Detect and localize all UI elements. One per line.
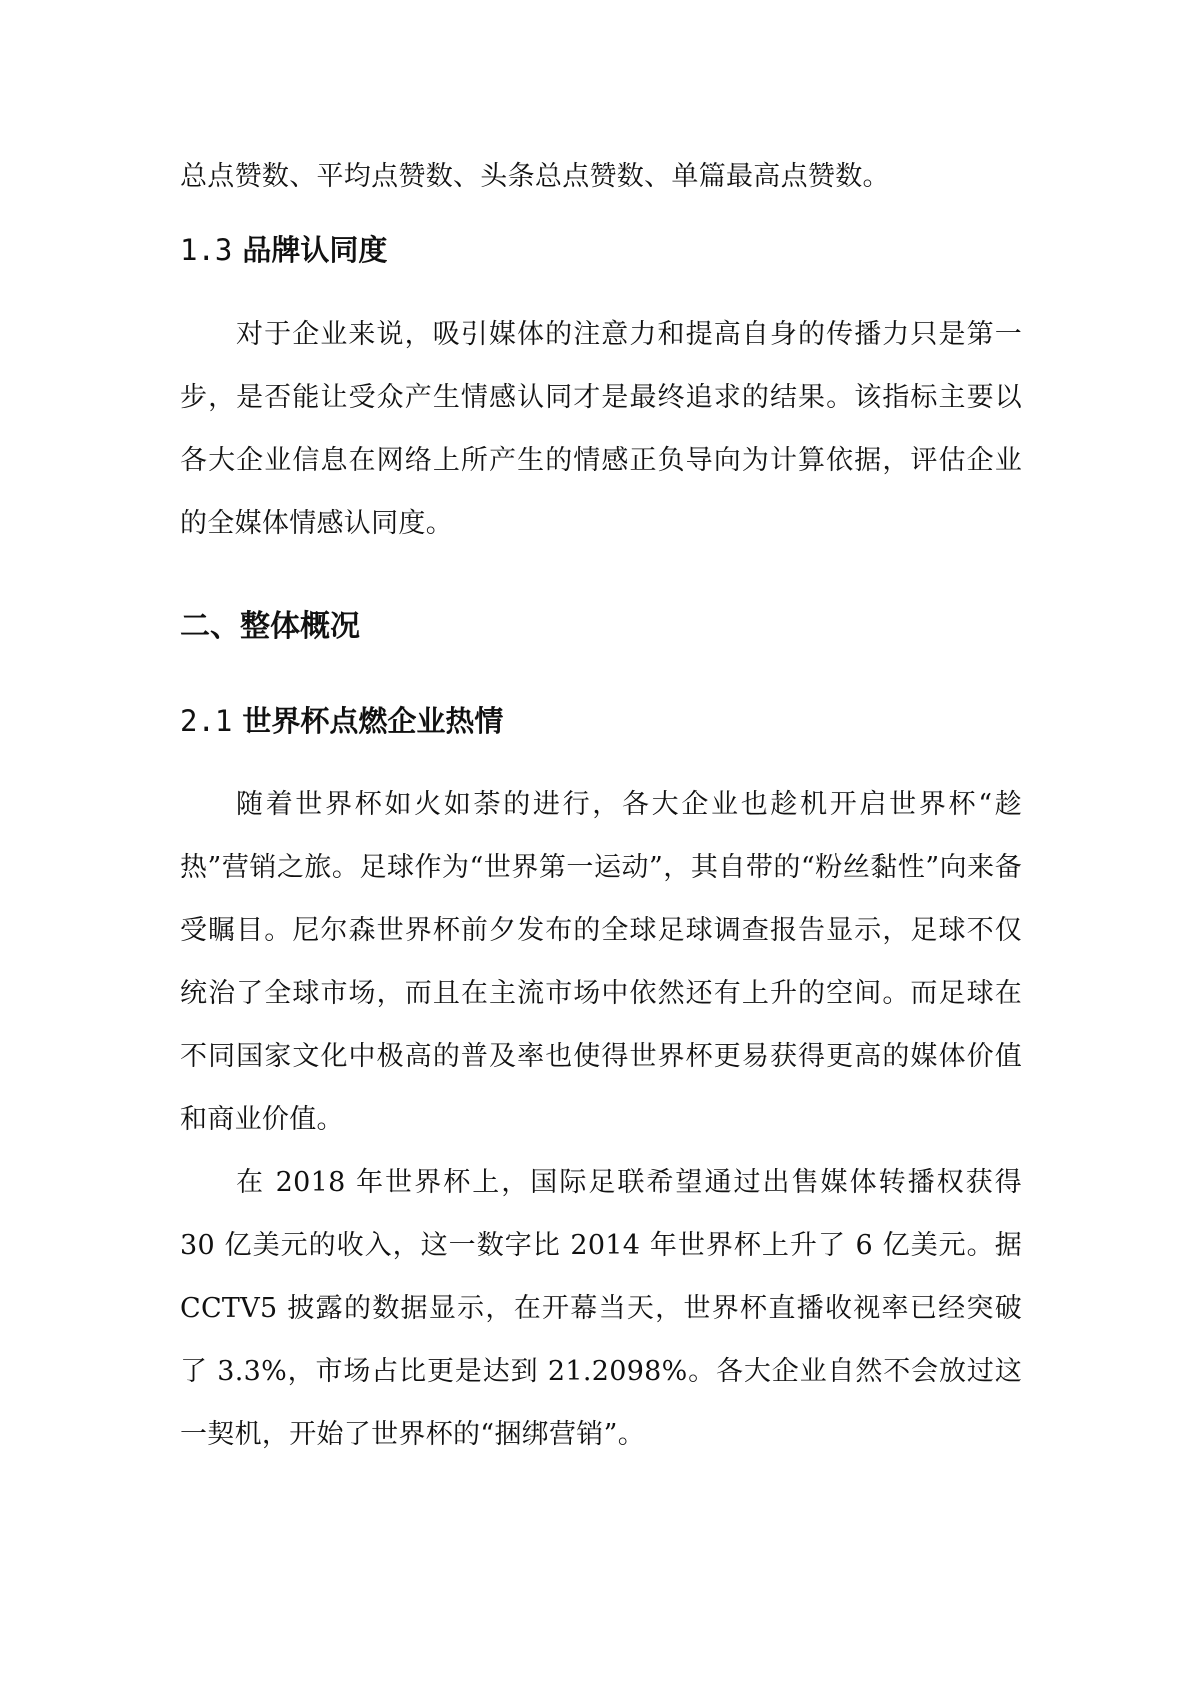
section-title: 品牌认同度 bbox=[242, 233, 388, 267]
document-content bbox=[180, 145, 1022, 1466]
section-heading-2-1 bbox=[180, 701, 1022, 741]
intro-paragraph: 总点赞数、平均点赞数、头条总点赞数、单篇最高点赞数。 bbox=[180, 161, 890, 192]
chapter-heading-2: 二、整体概况 bbox=[180, 609, 360, 644]
section-heading-1-3 bbox=[180, 230, 1022, 270]
section-number: 2.1 bbox=[180, 704, 233, 738]
section-title: 世界杯点燃企业热情 bbox=[242, 704, 504, 738]
brand-recognition-paragraph: 对于企业来说，吸引媒体的注意力和提高自身的传播力只是第一步，是否能让受众产生情感认同才是最终追求的结果。该指标主要以各大企业信息在网络上所产生的情感正负导向为计算依据，评估企业的全媒体情感认同度。 bbox=[180, 319, 1022, 539]
section-number: 1.3 bbox=[180, 233, 233, 267]
world-cup-paragraph-1: 随着世界杯如火如荼的进行，各大企业也趁机开启世界杯“趁热”营销之旅。足球作为“世界第一运动”，其自带的“粉丝黏性”向来备受瞩目。尼尔森世界杯前夕发布的全球足球调查报告显示，足球不仅统治了全球市场，而且在主流市场中依然还有上升的空间。而足球在不同国家文化中极高的普及率也使得世界杯更易获得更高的媒体价值和商业价值。 bbox=[180, 789, 1022, 1135]
world-cup-paragraph-2: 在 2018 年世界杯上，国际足联希望通过出售媒体转播权获得 30 亿美元的收入，这一数字比 2014 年世界杯上升了 6 亿美元。据 CCTV5 披露的数据显示，在开幕当天，世界杯直播收视率已经突破了 3.3%，市场占比更是达到 21.2098%。各大企业自然不会放过这一契机，开始了世界杯的“捆绑营销”。 bbox=[180, 1167, 1022, 1450]
